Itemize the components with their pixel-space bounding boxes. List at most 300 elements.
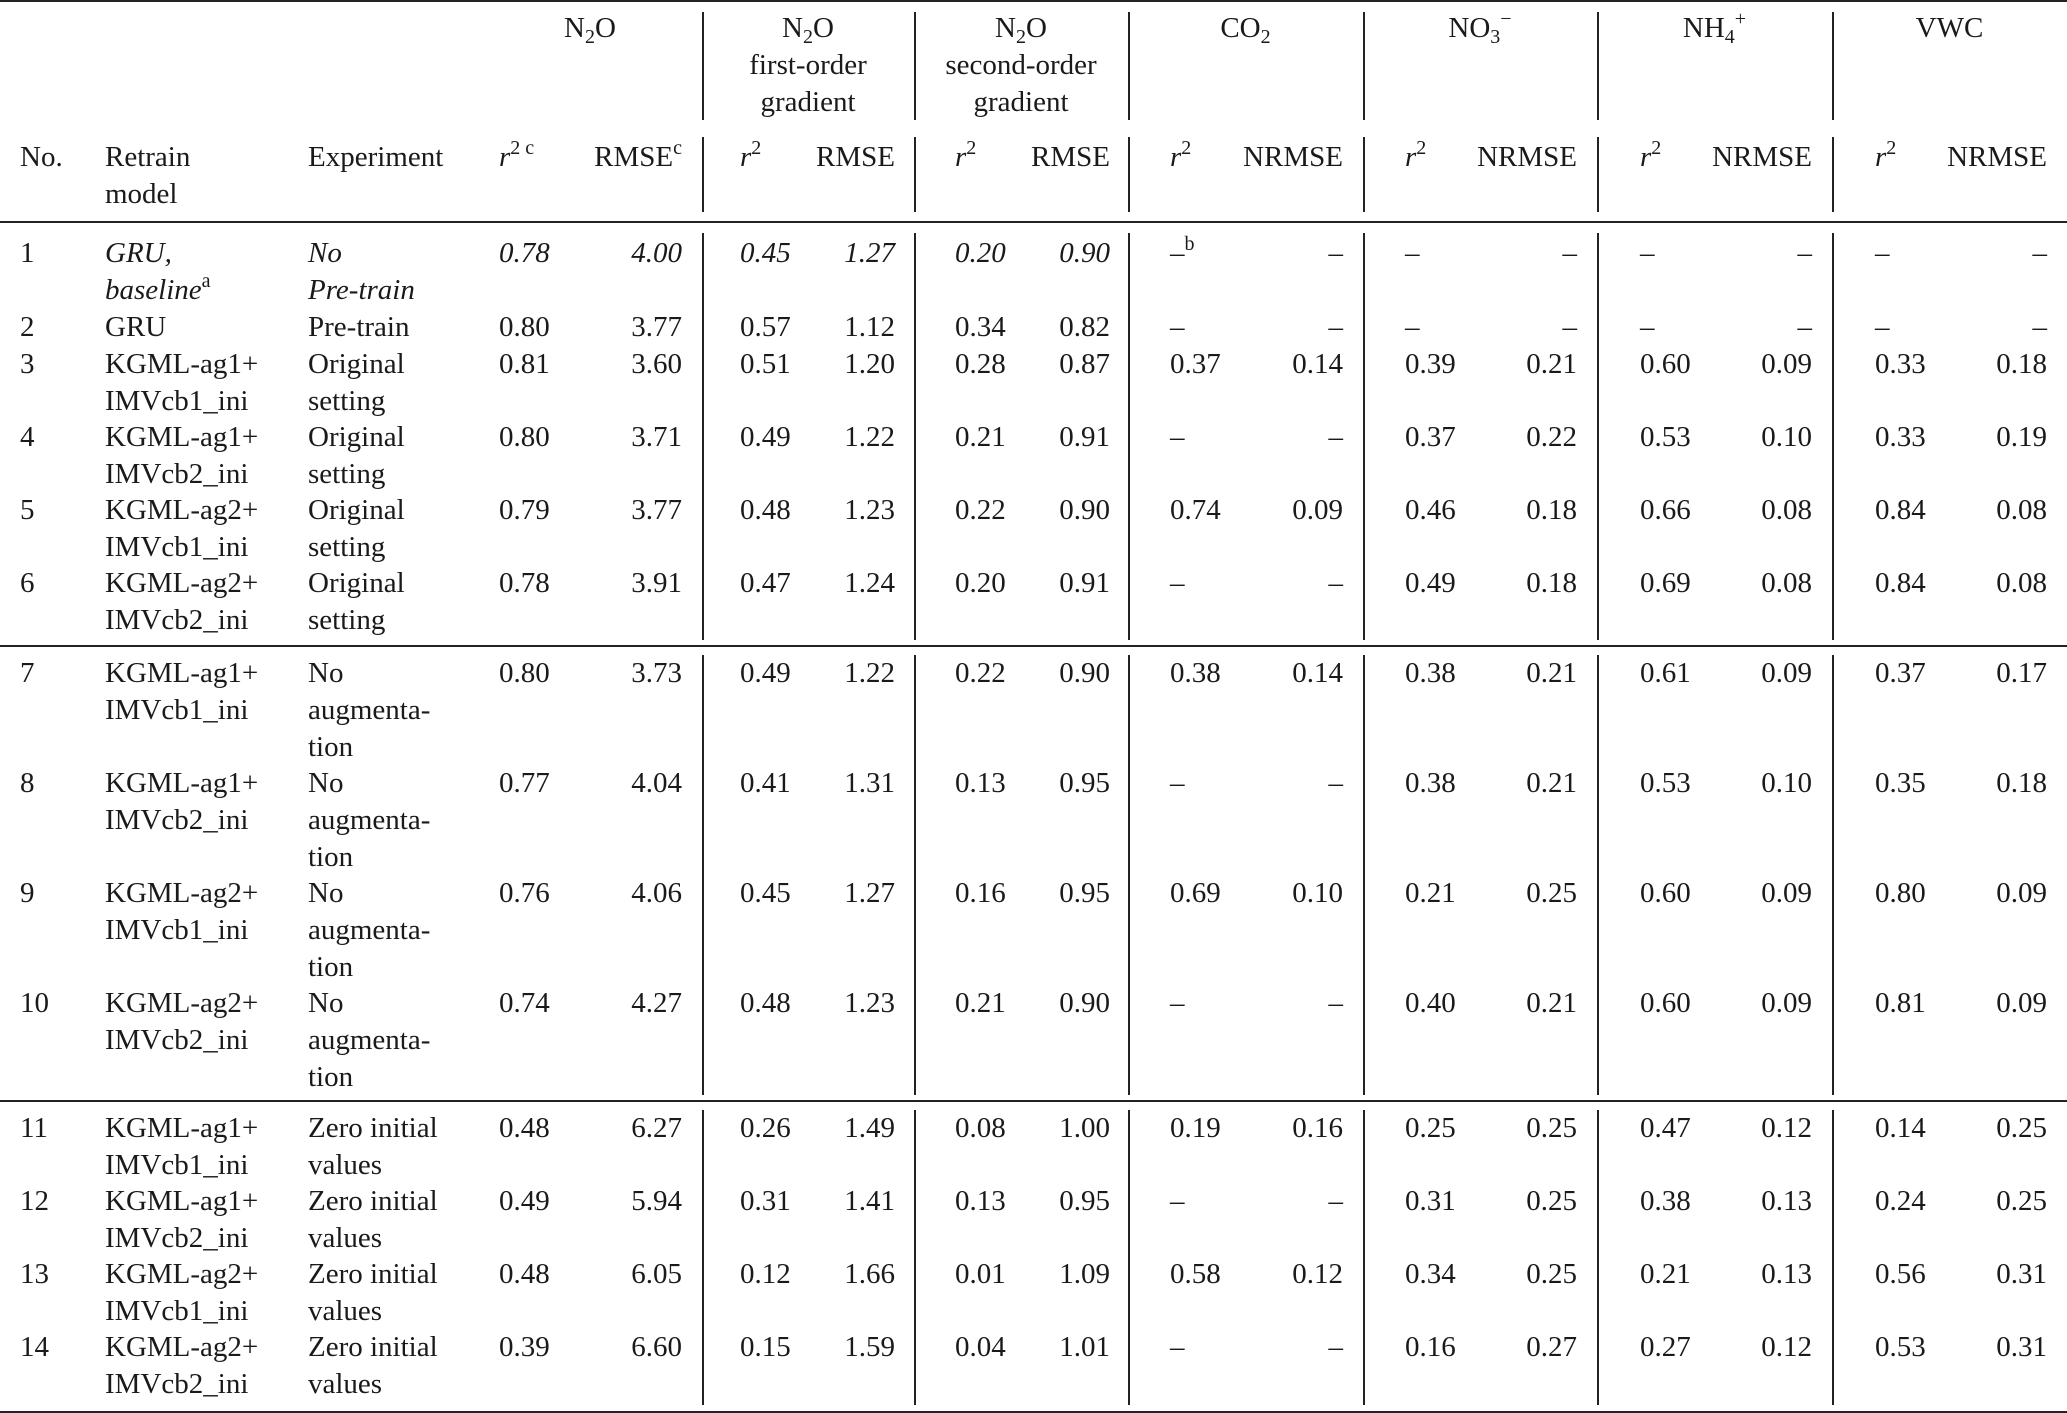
cell-r2: 0.49 xyxy=(1405,567,1456,599)
row-model: KGML-ag2+ xyxy=(105,1258,259,1290)
cell-error: 0.18 xyxy=(1996,348,2047,380)
cell-error: 0.25 xyxy=(1526,877,1577,909)
cell-r2: 0.33 xyxy=(1875,421,1926,453)
cell-r2: 0.47 xyxy=(740,567,791,599)
col-header-experiment: Experiment xyxy=(308,141,444,173)
cell-error: 0.21 xyxy=(1526,348,1577,380)
cell-r2: 0.41 xyxy=(740,767,791,799)
col-header-no: No. xyxy=(20,141,63,173)
cell-r2: – xyxy=(1170,1331,1185,1363)
cell-r2: 0.45 xyxy=(740,877,791,909)
row-model: KGML-ag2+ xyxy=(105,877,259,909)
cell-r2: – xyxy=(1170,987,1185,1019)
cell-r2: 0.13 xyxy=(955,1185,1006,1217)
cell-r2: 0.38 xyxy=(1640,1185,1691,1217)
cell-error: 1.59 xyxy=(844,1331,895,1363)
cell-r2: 0.53 xyxy=(1640,767,1691,799)
row-model: KGML-ag1+ xyxy=(105,1185,259,1217)
col-header-r2: $r^2$ xyxy=(1405,137,1427,173)
cell-error: 0.19 xyxy=(1996,421,2047,453)
row-experiment: tion xyxy=(308,731,354,763)
cell-error: 0.87 xyxy=(1059,348,1110,380)
cell-error: 0.25 xyxy=(1526,1112,1577,1144)
group-header-n2o-second-order-line-2: gradient xyxy=(973,86,1069,118)
cell-error: 0.90 xyxy=(1059,494,1110,526)
cell-error: 6.05 xyxy=(631,1258,682,1290)
column-divider xyxy=(1128,233,1130,640)
cell-r2: – xyxy=(1875,311,1890,343)
column-divider xyxy=(1363,1110,1365,1405)
cell-error: 1.27 xyxy=(844,877,895,909)
cell-r2: 0.40 xyxy=(1405,987,1456,1019)
rule-3 xyxy=(0,1100,2067,1102)
group-header-nh4: $NH_4^+$ xyxy=(1682,8,1747,48)
cell-r2: 0.49 xyxy=(499,1185,550,1217)
cell-error: 1.22 xyxy=(844,657,895,689)
cell-r2: 0.16 xyxy=(1405,1331,1456,1363)
cell-r2: 0.35 xyxy=(1875,767,1926,799)
cell-error: 3.77 xyxy=(631,311,682,343)
column-divider xyxy=(1128,1110,1130,1405)
col-header-rmse: RMSE xyxy=(1031,141,1110,173)
column-divider xyxy=(1597,1110,1599,1405)
cell-error: – xyxy=(1328,311,1343,343)
row-experiment: Pre-train xyxy=(308,311,410,343)
cell-r2: 0.38 xyxy=(1170,657,1221,689)
row-experiment: setting xyxy=(308,385,386,417)
row-no: 4 xyxy=(20,421,35,453)
cell-error: 0.25 xyxy=(1996,1112,2047,1144)
cell-error: – xyxy=(1328,1331,1343,1363)
cell-r2: 0.48 xyxy=(499,1258,550,1290)
row-model: KGML-ag2+ xyxy=(105,494,259,526)
cell-r2: 0.69 xyxy=(1170,877,1221,909)
cell-error: 6.60 xyxy=(631,1331,682,1363)
cell-r2: 0.80 xyxy=(499,311,550,343)
cell-r2: – xyxy=(1170,567,1185,599)
row-model: IMVcb2_ini xyxy=(105,1222,249,1254)
col-header-nrmse: NRMSE xyxy=(1947,141,2047,173)
row-experiment: Zero initial xyxy=(308,1331,438,1363)
cell-r2: 0.58 xyxy=(1170,1258,1221,1290)
cell-r2: –$^b$ xyxy=(1170,233,1195,269)
row-model: KGML-ag2+ xyxy=(105,987,259,1019)
rule-2 xyxy=(0,645,2067,647)
cell-r2: 0.34 xyxy=(955,311,1006,343)
cell-error: 0.08 xyxy=(1996,494,2047,526)
cell-error: 1.24 xyxy=(844,567,895,599)
cell-r2: 0.14 xyxy=(1875,1112,1926,1144)
row-model: IMVcb1_ini xyxy=(105,385,249,417)
row-no: 8 xyxy=(20,767,35,799)
cell-error: 0.31 xyxy=(1996,1331,2047,1363)
cell-error: 0.90 xyxy=(1059,657,1110,689)
row-experiment: tion xyxy=(308,1061,354,1093)
row-experiment: augmenta- xyxy=(308,914,431,946)
cell-r2: 0.25 xyxy=(1405,1112,1456,1144)
row-experiment: augmenta- xyxy=(308,804,431,836)
column-divider xyxy=(1832,1110,1834,1405)
cell-r2: – xyxy=(1640,311,1655,343)
cell-r2: 0.38 xyxy=(1405,657,1456,689)
cell-r2: 0.48 xyxy=(740,494,791,526)
group-header-n2o-second-order: $N_2O$ xyxy=(995,12,1047,48)
cell-r2: 0.79 xyxy=(499,494,550,526)
cell-r2: 0.53 xyxy=(1640,421,1691,453)
cell-error: 0.21 xyxy=(1526,657,1577,689)
col-header-rmse: RMSE$^c$ xyxy=(594,137,682,173)
cell-error: 1.09 xyxy=(1059,1258,1110,1290)
cell-error: – xyxy=(1562,311,1577,343)
cell-error: – xyxy=(1328,1185,1343,1217)
row-experiment: Original xyxy=(308,348,405,380)
cell-error: 0.12 xyxy=(1292,1258,1343,1290)
row-experiment: tion xyxy=(308,841,354,873)
row-experiment: Original xyxy=(308,421,405,453)
cell-r2: 0.12 xyxy=(740,1258,791,1290)
cell-r2: 0.21 xyxy=(955,987,1006,1019)
cell-error: 1.41 xyxy=(844,1185,895,1217)
cell-r2: 0.24 xyxy=(1875,1185,1926,1217)
row-model: KGML-ag2+ xyxy=(105,567,259,599)
cell-r2: 0.01 xyxy=(955,1258,1006,1290)
cell-error: 0.12 xyxy=(1761,1331,1812,1363)
row-experiment: No xyxy=(308,877,344,909)
group-header-n2o-first-order: $N_2O$ xyxy=(782,12,834,48)
cell-r2: 0.74 xyxy=(499,987,550,1019)
cell-error: 3.91 xyxy=(631,567,682,599)
group-header-vwc: VWC xyxy=(1915,12,1984,44)
row-experiment: setting xyxy=(308,604,386,636)
cell-error: 3.60 xyxy=(631,348,682,380)
cell-r2: 0.22 xyxy=(955,494,1006,526)
cell-r2: 0.31 xyxy=(1405,1185,1456,1217)
cell-r2: 0.37 xyxy=(1170,348,1221,380)
cell-error: 0.09 xyxy=(1761,987,1812,1019)
cell-r2: 0.47 xyxy=(1640,1112,1691,1144)
cell-r2: 0.27 xyxy=(1640,1331,1691,1363)
cell-r2: 0.84 xyxy=(1875,567,1926,599)
row-model: KGML-ag1+ xyxy=(105,348,259,380)
cell-error: 0.14 xyxy=(1292,348,1343,380)
row-model: IMVcb2_ini xyxy=(105,1368,249,1400)
cell-r2: 0.48 xyxy=(499,1112,550,1144)
cell-error: – xyxy=(1797,237,1812,269)
cell-r2: 0.20 xyxy=(955,237,1006,269)
cell-error: 0.25 xyxy=(1526,1185,1577,1217)
cell-error: 1.31 xyxy=(844,767,895,799)
col-header-nrmse: NRMSE xyxy=(1477,141,1577,173)
cell-r2: – xyxy=(1405,311,1420,343)
cell-error: 0.09 xyxy=(1996,877,2047,909)
col-header-nrmse: NRMSE xyxy=(1712,141,1812,173)
cell-r2: 0.60 xyxy=(1640,877,1691,909)
cell-error: 0.90 xyxy=(1059,237,1110,269)
cell-r2: 0.53 xyxy=(1875,1331,1926,1363)
cell-r2: 0.49 xyxy=(740,421,791,453)
group-header-n2o: $N_2O$ xyxy=(564,12,616,48)
cell-r2: 0.31 xyxy=(740,1185,791,1217)
row-model: KGML-ag1+ xyxy=(105,657,259,689)
cell-error: 3.71 xyxy=(631,421,682,453)
cell-r2: 0.78 xyxy=(499,237,550,269)
cell-r2: – xyxy=(1170,311,1185,343)
cell-error: 5.94 xyxy=(631,1185,682,1217)
cell-r2: – xyxy=(1170,1185,1185,1217)
cell-r2: 0.37 xyxy=(1875,657,1926,689)
row-experiment: tion xyxy=(308,951,354,983)
cell-r2: 0.80 xyxy=(499,657,550,689)
cell-error: 0.10 xyxy=(1292,877,1343,909)
cell-error: 0.17 xyxy=(1996,657,2047,689)
column-divider xyxy=(1597,655,1599,1095)
cell-error: 0.21 xyxy=(1526,987,1577,1019)
cell-error: 0.16 xyxy=(1292,1112,1343,1144)
cell-error: 0.82 xyxy=(1059,311,1110,343)
cell-error: 0.09 xyxy=(1761,657,1812,689)
cell-r2: 0.61 xyxy=(1640,657,1691,689)
row-model: KGML-ag1+ xyxy=(105,767,259,799)
cell-error: 0.08 xyxy=(1761,494,1812,526)
column-divider xyxy=(1832,233,1834,640)
cell-error: 0.13 xyxy=(1761,1258,1812,1290)
row-experiment: values xyxy=(308,1149,383,1181)
cell-error: 0.91 xyxy=(1059,567,1110,599)
cell-r2: 0.33 xyxy=(1875,348,1926,380)
row-model: IMVcb1_ini xyxy=(105,694,249,726)
cell-r2: 0.37 xyxy=(1405,421,1456,453)
row-experiment: values xyxy=(308,1295,383,1327)
col-header-r2: $r^2$ xyxy=(1640,137,1662,173)
cell-r2: 0.78 xyxy=(499,567,550,599)
cell-error: 0.90 xyxy=(1059,987,1110,1019)
cell-r2: 0.80 xyxy=(499,421,550,453)
row-experiment: Original xyxy=(308,494,405,526)
row-experiment: Zero initial xyxy=(308,1112,438,1144)
cell-error: 0.95 xyxy=(1059,877,1110,909)
cell-r2: 0.39 xyxy=(1405,348,1456,380)
cell-error: – xyxy=(2032,237,2047,269)
cell-error: 0.09 xyxy=(1761,877,1812,909)
cell-r2: 0.28 xyxy=(955,348,1006,380)
row-no: 2 xyxy=(20,311,35,343)
cell-error: 1.23 xyxy=(844,494,895,526)
row-no: 1 xyxy=(20,237,35,269)
row-no: 13 xyxy=(20,1258,49,1290)
cell-r2: 0.08 xyxy=(955,1112,1006,1144)
cell-r2: 0.46 xyxy=(1405,494,1456,526)
cell-error: 0.10 xyxy=(1761,421,1812,453)
row-model: IMVcb2_ini xyxy=(105,804,249,836)
cell-r2: – xyxy=(1170,421,1185,453)
row-model: IMVcb2_ini xyxy=(105,604,249,636)
row-no: 12 xyxy=(20,1185,49,1217)
col-header-nrmse: NRMSE xyxy=(1243,141,1343,173)
row-model: GRU, xyxy=(105,237,172,269)
row-model: KGML-ag1+ xyxy=(105,421,259,453)
cell-error: 1.49 xyxy=(844,1112,895,1144)
col-header-r2: $r^2$ xyxy=(740,137,762,173)
row-model: IMVcb1_ini xyxy=(105,1149,249,1181)
cell-error: 0.18 xyxy=(1526,567,1577,599)
cell-r2: 0.81 xyxy=(1875,987,1926,1019)
row-experiment: setting xyxy=(308,458,386,490)
cell-error: 0.18 xyxy=(1996,767,2047,799)
column-divider xyxy=(1597,233,1599,640)
col-header-r2: $r^2$ xyxy=(1170,137,1192,173)
cell-r2: 0.22 xyxy=(955,657,1006,689)
cell-error: 1.66 xyxy=(844,1258,895,1290)
cell-r2: – xyxy=(1405,237,1420,269)
cell-r2: – xyxy=(1875,237,1890,269)
cell-r2: 0.60 xyxy=(1640,987,1691,1019)
row-model: IMVcb2_ini xyxy=(105,458,249,490)
row-model: KGML-ag1+ xyxy=(105,1112,259,1144)
cell-r2: 0.19 xyxy=(1170,1112,1221,1144)
group-header-no3: $NO_3^-$ xyxy=(1448,8,1512,48)
cell-r2: 0.49 xyxy=(740,657,791,689)
cell-error: 1.01 xyxy=(1059,1331,1110,1363)
row-experiment: No xyxy=(308,657,344,689)
cell-error: 0.95 xyxy=(1059,1185,1110,1217)
column-divider xyxy=(1832,655,1834,1095)
cell-error: 4.00 xyxy=(631,237,682,269)
cell-r2: 0.45 xyxy=(740,237,791,269)
row-model: IMVcb1_ini xyxy=(105,914,249,946)
row-experiment: values xyxy=(308,1222,383,1254)
row-experiment: augmenta- xyxy=(308,694,431,726)
cell-r2: – xyxy=(1170,767,1185,799)
cell-error: 0.13 xyxy=(1761,1185,1812,1217)
cell-r2: 0.66 xyxy=(1640,494,1691,526)
cell-r2: 0.26 xyxy=(740,1112,791,1144)
rule-0 xyxy=(0,0,2067,2)
row-model: baseline$^a$ xyxy=(105,270,211,306)
cell-r2: – xyxy=(1640,237,1655,269)
cell-r2: 0.56 xyxy=(1875,1258,1926,1290)
cell-r2: 0.16 xyxy=(955,877,1006,909)
cell-r2: 0.57 xyxy=(740,311,791,343)
row-model: KGML-ag2+ xyxy=(105,1331,259,1363)
cell-error: 4.06 xyxy=(631,877,682,909)
col-header-retrain-model-line-1: Retrain xyxy=(105,141,191,173)
row-experiment: Zero initial xyxy=(308,1258,438,1290)
cell-r2: 0.69 xyxy=(1640,567,1691,599)
cell-error: 0.31 xyxy=(1996,1258,2047,1290)
cell-error: – xyxy=(1328,987,1343,1019)
row-no: 11 xyxy=(20,1112,48,1144)
cell-r2: 0.76 xyxy=(499,877,550,909)
cell-error: 0.22 xyxy=(1526,421,1577,453)
cell-r2: 0.15 xyxy=(740,1331,791,1363)
row-no: 14 xyxy=(20,1331,49,1363)
row-no: 10 xyxy=(20,987,49,1019)
row-model: IMVcb1_ini xyxy=(105,1295,249,1327)
column-divider xyxy=(1363,655,1365,1095)
cell-error: – xyxy=(1328,421,1343,453)
cell-error: 0.10 xyxy=(1761,767,1812,799)
row-no: 6 xyxy=(20,567,35,599)
cell-error: 0.91 xyxy=(1059,421,1110,453)
row-experiment: Original xyxy=(308,567,405,599)
cell-r2: 0.80 xyxy=(1875,877,1926,909)
group-header-co2: $CO_2$ xyxy=(1220,12,1271,48)
row-model: IMVcb1_ini xyxy=(105,531,249,563)
cell-error: – xyxy=(1328,567,1343,599)
cell-error: – xyxy=(1328,767,1343,799)
row-no: 7 xyxy=(20,657,35,689)
cell-r2: 0.74 xyxy=(1170,494,1221,526)
cell-error: 3.77 xyxy=(631,494,682,526)
cell-error: 4.27 xyxy=(631,987,682,1019)
cell-error: 0.08 xyxy=(1761,567,1812,599)
row-experiment: values xyxy=(308,1368,383,1400)
row-no: 9 xyxy=(20,877,35,909)
cell-error: 3.73 xyxy=(631,657,682,689)
cell-r2: 0.60 xyxy=(1640,348,1691,380)
cell-error: 0.27 xyxy=(1526,1331,1577,1363)
cell-error: 1.12 xyxy=(844,311,895,343)
cell-r2: 0.04 xyxy=(955,1331,1006,1363)
column-divider xyxy=(1128,655,1130,1095)
col-header-r2: $r^{2 c}$ xyxy=(499,137,535,173)
rule-1 xyxy=(0,221,2067,223)
cell-error: 4.04 xyxy=(631,767,682,799)
col-header-retrain-model-line-2: model xyxy=(105,178,178,210)
column-divider xyxy=(1363,233,1365,640)
cell-error: 0.14 xyxy=(1292,657,1343,689)
cell-error: – xyxy=(1797,311,1812,343)
cell-error: 0.09 xyxy=(1761,348,1812,380)
row-model: IMVcb2_ini xyxy=(105,1024,249,1056)
cell-r2: 0.84 xyxy=(1875,494,1926,526)
cell-error: 1.22 xyxy=(844,421,895,453)
cell-r2: 0.51 xyxy=(740,348,791,380)
cell-r2: 0.20 xyxy=(955,567,1006,599)
row-no: 5 xyxy=(20,494,35,526)
cell-r2: 0.48 xyxy=(740,987,791,1019)
row-experiment: setting xyxy=(308,531,386,563)
cell-error: 1.23 xyxy=(844,987,895,1019)
col-header-r2: $r^2$ xyxy=(1875,137,1897,173)
cell-error: – xyxy=(2032,311,2047,343)
cell-error: 0.95 xyxy=(1059,767,1110,799)
cell-error: 0.08 xyxy=(1996,567,2047,599)
cell-error: 0.25 xyxy=(1526,1258,1577,1290)
cell-r2: 0.39 xyxy=(499,1331,550,1363)
cell-r2: 0.21 xyxy=(955,421,1006,453)
cell-r2: 0.34 xyxy=(1405,1258,1456,1290)
cell-error: 0.09 xyxy=(1292,494,1343,526)
cell-r2: 0.81 xyxy=(499,348,550,380)
cell-error: 0.18 xyxy=(1526,494,1577,526)
row-model: GRU xyxy=(105,311,167,343)
row-experiment: augmenta- xyxy=(308,1024,431,1056)
group-header-n2o-first-order-line-2: gradient xyxy=(760,86,856,118)
cell-error: – xyxy=(1328,237,1343,269)
col-header-rmse: RMSE xyxy=(816,141,895,173)
cell-r2: 0.21 xyxy=(1405,877,1456,909)
row-experiment: Pre-train xyxy=(308,274,415,306)
cell-error: 0.09 xyxy=(1996,987,2047,1019)
col-header-r2: $r^2$ xyxy=(955,137,977,173)
cell-error: 0.12 xyxy=(1761,1112,1812,1144)
cell-error: – xyxy=(1562,237,1577,269)
row-experiment: No xyxy=(308,237,342,269)
group-header-n2o-second-order-line-1: second-order xyxy=(945,49,1097,81)
cell-error: 1.00 xyxy=(1059,1112,1110,1144)
cell-error: 6.27 xyxy=(631,1112,682,1144)
